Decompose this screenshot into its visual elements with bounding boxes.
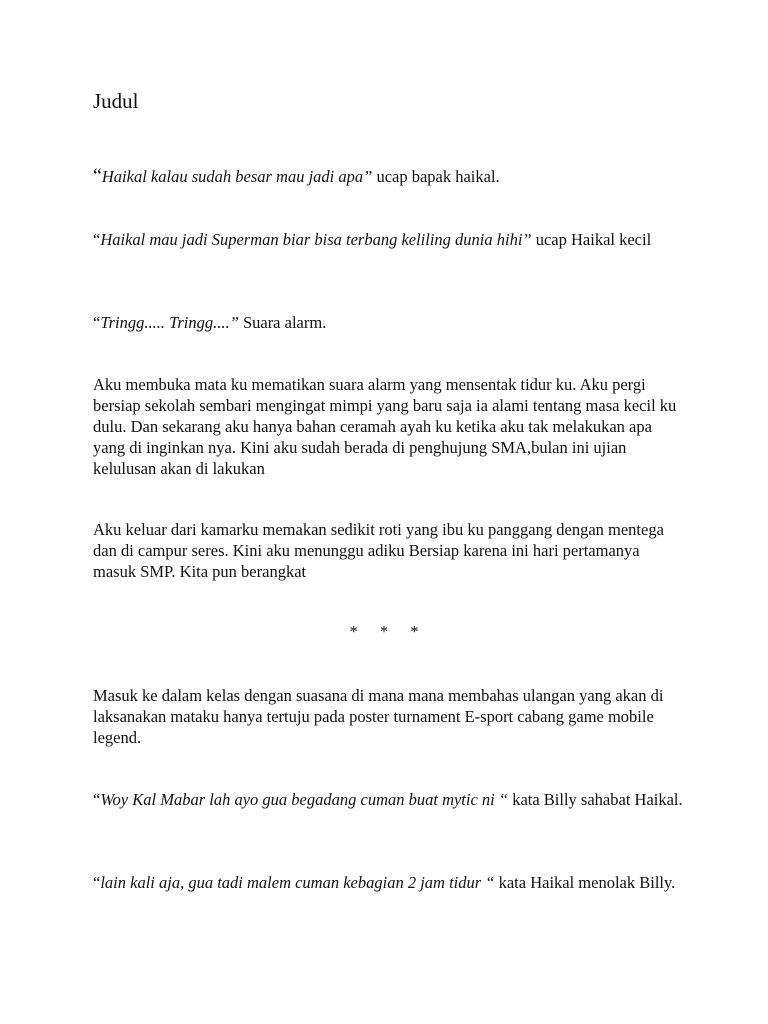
dialogue-text: Haikal mau jadi Superman biar bisa terbang keliling dunia hihi” bbox=[100, 230, 532, 249]
narration-text: Suara alarm. bbox=[238, 313, 327, 332]
open-quote: “ bbox=[93, 230, 101, 249]
open-quote: “ bbox=[93, 873, 101, 892]
dialogue-text: Haikal kalau sudah besar mau jadi apa” bbox=[101, 167, 373, 186]
open-quote: “ bbox=[93, 313, 101, 332]
dialogue-text: lain kali aja, gua tadi malem cuman kebagian 2 jam tidur “ bbox=[100, 873, 495, 892]
open-quote: “ bbox=[93, 790, 101, 809]
narration-paragraph-2: Aku keluar dari kamarku memakan sedikit roti yang ibu ku panggang dengan mentega dan di campur seres. Kini aku menunggu adiku Bersiap karena ini hari pertamanya masuk SMP. Kita pun berangkat bbox=[93, 520, 664, 581]
dialogue-text: Tringg..... Tringg....” bbox=[100, 313, 239, 332]
dialogue-paragraph-4 bbox=[93, 789, 683, 810]
dialogue-text: Woy Kal Mabar lah ayo gua begadang cuman buat mytic ni “ bbox=[100, 790, 509, 809]
narration-paragraph-1: Aku membuka mata ku mematikan suara alarm yang mensentak tidur ku. Aku pergi bersiap sekolah sembari mengingat mimpi yang baru saja ia alami tentang masa kecil ku dulu. Dan sekarang aku hanya bahan ceramah ayah ku ketika aku tak melakukan apa yang di inginkan nya. Kini aku sudah berada di penghujung SMA,bulan ini ujian kelulusan akan di lakukan bbox=[93, 375, 677, 478]
document-title: Judul bbox=[93, 89, 139, 113]
narration-text: kata Billy sahabat Haikal. bbox=[508, 790, 683, 809]
narration-text: ucap Haikal kecil bbox=[531, 230, 652, 249]
open-quote: “ bbox=[93, 165, 102, 187]
dialogue-paragraph-3 bbox=[93, 312, 683, 333]
narration-paragraph-3: Masuk ke dalam kelas dengan suasana di mana mana membahas ulangan yang akan di laksanakan mataku hanya tertuju pada poster turnament E-sport cabang game mobile legend. bbox=[93, 686, 664, 747]
dialogue-paragraph-1 bbox=[93, 166, 683, 187]
narration-text: kata Haikal menolak Billy. bbox=[494, 873, 676, 892]
dialogue-paragraph-2 bbox=[93, 229, 683, 250]
narration-text: ucap bapak haikal. bbox=[372, 167, 500, 186]
scene-separator: * * * bbox=[349, 622, 428, 641]
dialogue-paragraph-5 bbox=[93, 872, 683, 893]
